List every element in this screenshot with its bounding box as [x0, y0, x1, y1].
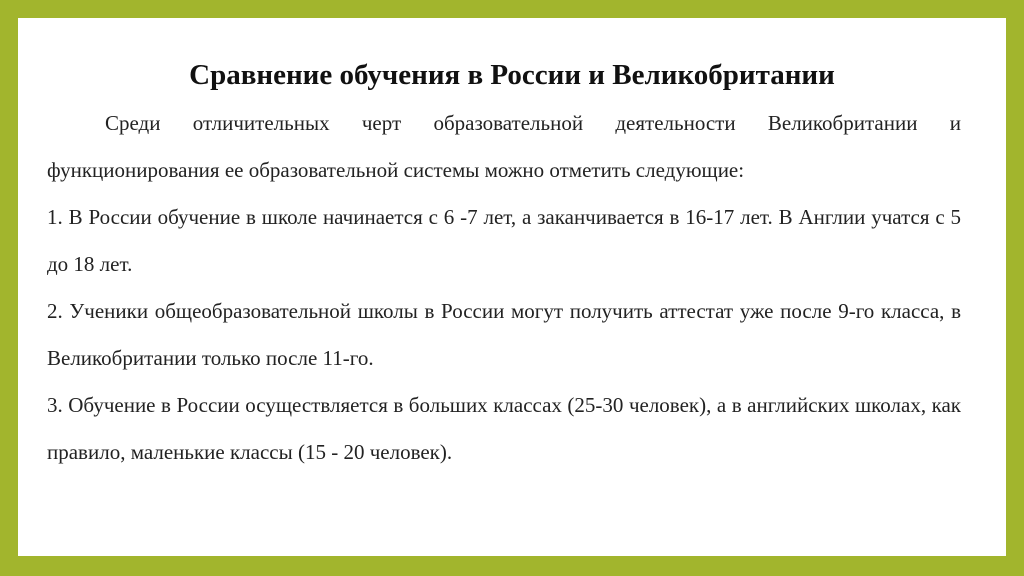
point-1: 1. В России обучение в школе начинается с 6 -7 лет, а заканчивается в 16-17 лет. В Англии учатся с 5 до 18 лет.: [47, 205, 961, 276]
point-2: 2. Ученики общеобразовательной школы в России могут получить аттестат уже после 9-го класса, в Великобритании только после 11-го.: [47, 299, 961, 370]
intro-paragraph: Среди отличительных черт образовательной деятельности Великобритании и функционирования ее образовательной системы можно отметить следующие:: [47, 111, 961, 182]
point-3: 3. Обучение в России осуществляется в больших классах (25-30 человек), а в английских школах, как правило, маленькие классы (15 - 20 человек).: [47, 393, 961, 464]
slide-body: [47, 100, 961, 476]
slide-canvas: [18, 18, 1006, 556]
slide-title: Сравнение обучения в России и Великобритании: [189, 59, 835, 91]
